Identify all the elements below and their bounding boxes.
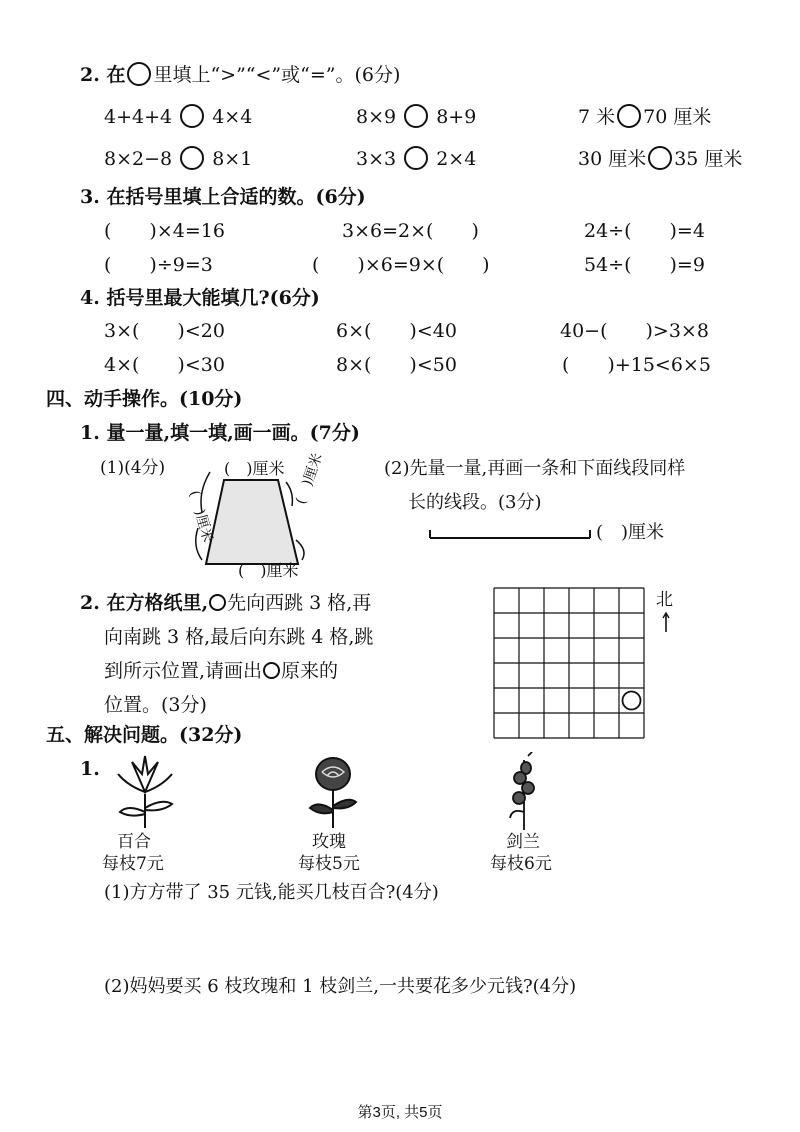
section4-q2-line2: 向南跳 3 格,最后向东跳 4 格,跳 bbox=[104, 626, 374, 648]
q4-item[interactable]: 3×( )<20 bbox=[104, 320, 225, 342]
answer-circle-icon[interactable] bbox=[180, 146, 204, 170]
flower-name: 玫瑰 bbox=[312, 832, 346, 852]
q2-item: 8×2−8 8×1 bbox=[104, 148, 253, 170]
lily-flower-icon bbox=[112, 752, 178, 830]
flower-price: 每枝6元 bbox=[490, 854, 552, 874]
trap-bottom-label[interactable]: ( )厘米 bbox=[238, 561, 299, 580]
q4-title: 4. 括号里最大能填几?(6分) bbox=[80, 287, 320, 309]
line-segment bbox=[428, 526, 594, 542]
answer-circle-icon[interactable] bbox=[648, 146, 672, 170]
section4-q2-line3: 到所示位置,请画出 原来的 bbox=[104, 660, 339, 682]
circle-icon bbox=[209, 594, 226, 611]
q2-item: 3×3 2×4 bbox=[356, 148, 477, 170]
section4-q1-title: 1. 量一量,填一填,画一画。(7分) bbox=[80, 422, 360, 444]
q4-item[interactable]: 8×( )<50 bbox=[336, 354, 457, 376]
q2-item: 30 厘米 35 厘米 bbox=[578, 148, 743, 170]
q3-title: 3. 在括号里填上合适的数。(6分) bbox=[80, 186, 366, 208]
q3-item[interactable]: ( )×4=16 bbox=[104, 220, 225, 242]
page-footer: 第3页, 共5页 bbox=[357, 1104, 443, 1121]
answer-circle-icon bbox=[127, 62, 151, 86]
q4-item[interactable]: 6×( )<40 bbox=[336, 320, 457, 342]
part2-line2: 长的线段。(3分) bbox=[408, 492, 542, 513]
q2-item: 4+4+4 4×4 bbox=[104, 106, 253, 128]
trap-top-label[interactable]: ( )厘米 bbox=[224, 459, 285, 478]
q4-item[interactable]: 4×( )<30 bbox=[104, 354, 225, 376]
part1-label: (1)(4分) bbox=[100, 458, 166, 478]
flower-name: 百合 bbox=[117, 832, 151, 852]
grid-paper[interactable] bbox=[492, 586, 648, 742]
q4-item[interactable]: 40−( )>3×8 bbox=[560, 320, 709, 342]
segment-answer[interactable]: ( )厘米 bbox=[596, 522, 665, 543]
part2-line1: (2)先量一量,再画一条和下面线段同样 bbox=[384, 458, 686, 479]
q3-item[interactable]: ( )×6=9×( ) bbox=[312, 254, 490, 276]
section5-q1-number: 1. bbox=[80, 758, 100, 780]
section5-title: 五、解决问题。(32分) bbox=[46, 724, 243, 746]
flower-price: 每枝7元 bbox=[102, 854, 164, 874]
q4-item[interactable]: ( )+15<6×5 bbox=[562, 354, 711, 376]
flower-name: 剑兰 bbox=[506, 832, 540, 852]
section4-q2-line1: 2. 在方格纸里, 先向西跳 3 格,再 bbox=[80, 592, 372, 614]
answer-circle-icon[interactable] bbox=[404, 104, 428, 128]
circle-icon bbox=[623, 692, 641, 710]
section4-title: 四、动手操作。(10分) bbox=[46, 388, 243, 410]
q3-item[interactable]: 3×6=2×( ) bbox=[342, 220, 479, 242]
rose-flower-icon bbox=[304, 754, 362, 830]
trap-left-label[interactable]: ( )厘米 bbox=[185, 488, 216, 545]
trap-right-label[interactable]: ( )厘米 bbox=[292, 451, 326, 507]
north-arrow-icon bbox=[660, 612, 672, 634]
sub-question-1: (1)方方带了 35 元钱,能买几枝百合?(4分) bbox=[104, 882, 439, 903]
answer-circle-icon[interactable] bbox=[404, 146, 428, 170]
sub-question-2: (2)妈妈要买 6 枝玫瑰和 1 枝剑兰,一共要花多少元钱?(4分) bbox=[104, 976, 577, 997]
q2-item: 8×9 8+9 bbox=[356, 106, 477, 128]
q3-item[interactable]: 54÷( )=9 bbox=[584, 254, 705, 276]
flower-price: 每枝5元 bbox=[298, 854, 360, 874]
north-label: 北 bbox=[656, 590, 673, 610]
circle-icon bbox=[263, 662, 280, 679]
section4-q2-line4: 位置。(3分) bbox=[104, 694, 207, 716]
q2-title: 2. 在 里填上“>”“<”或“=”。(6分) bbox=[80, 64, 401, 86]
gladiolus-flower-icon bbox=[502, 752, 544, 830]
q3-item[interactable]: ( )÷9=3 bbox=[104, 254, 213, 276]
q2-item: 7 米 70 厘米 bbox=[578, 106, 712, 128]
q3-item[interactable]: 24÷( )=4 bbox=[584, 220, 705, 242]
answer-circle-icon[interactable] bbox=[180, 104, 204, 128]
answer-circle-icon[interactable] bbox=[617, 104, 641, 128]
